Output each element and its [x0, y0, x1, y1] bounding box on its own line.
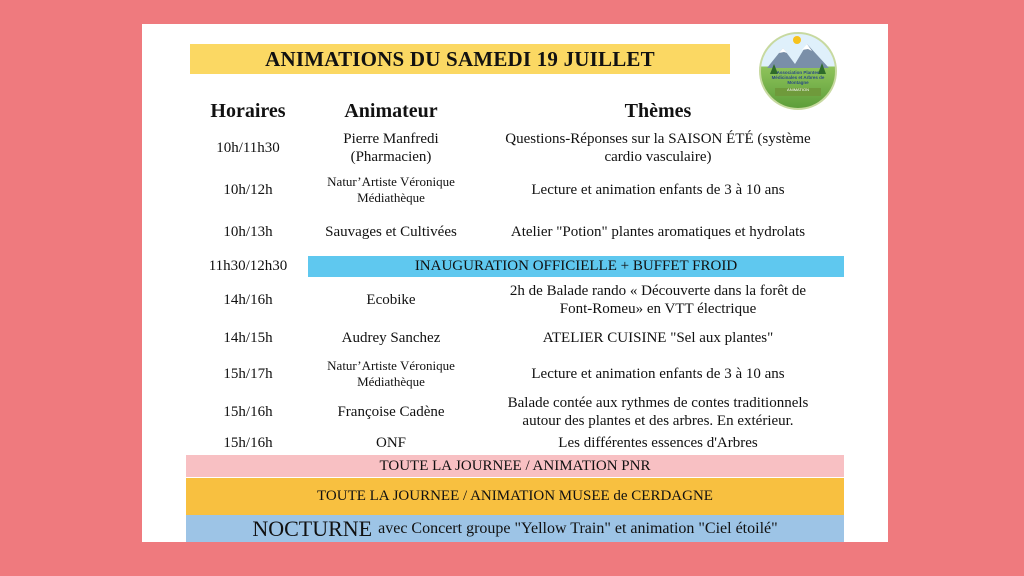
animator-cell: Pierre Manfredi (Pharmacien) — [343, 131, 439, 165]
time-cell: 15h/16h — [223, 403, 273, 420]
nocturne-text: avec Concert groupe "Yellow Train" et animation "Ciel étoilé" — [378, 519, 778, 537]
table-row — [142, 354, 888, 394]
table-header — [142, 100, 888, 128]
association-logo — [759, 32, 837, 110]
table-row — [142, 128, 888, 168]
theme-cell: ATELIER CUISINE "Sel aux plantes" — [542, 330, 774, 346]
table-row — [142, 280, 888, 320]
theme-cell: Lecture et animation enfants de 3 à 10 ans — [531, 182, 785, 198]
animator-cell: ONF — [375, 435, 406, 451]
time-cell: 10h/11h30 — [216, 139, 280, 156]
table-row — [142, 256, 888, 277]
time-cell: 11h30/12h30 — [208, 258, 288, 274]
time-cell: 14h/15h — [223, 329, 273, 346]
time-cell: 14h/16h — [223, 291, 273, 308]
theme-cell: Les différentes essences d'Arbres — [558, 435, 758, 451]
schedule-sheet — [142, 24, 888, 542]
nocturne-banner — [186, 515, 844, 542]
logo-caption: Association Plantes Médicinales et Arbres de Montagne — [771, 70, 825, 85]
nocturne-label: NOCTURNE — [252, 515, 373, 541]
all-day-musee-banner: TOUTE LA JOURNEE / ANIMATION MUSEE de CERDAGNE — [186, 478, 844, 515]
theme-cell: Lecture et animation enfants de 3 à 10 ans — [531, 366, 785, 382]
table-row — [142, 170, 888, 210]
table-row — [142, 326, 888, 350]
time-cell: 15h/17h — [223, 365, 273, 382]
animator-cell: Audrey Sanchez — [341, 330, 441, 346]
page-title: ANIMATIONS DU SAMEDI 19 JUILLET — [190, 44, 730, 74]
theme-cell: 2h de Balade rando « Découverte dans la forêt de Font-Romeu» en VTT électrique — [509, 283, 807, 317]
header-themes: Thèmes — [624, 100, 692, 122]
animator-cell: Ecobike — [366, 292, 416, 308]
animator-cell: Natur’Artiste Véronique Médiathèque — [327, 174, 455, 205]
animator-cell: Sauvages et Cultivées — [325, 224, 457, 240]
time-cell: 10h/13h — [223, 223, 273, 240]
header-time: Horaires — [210, 100, 286, 122]
theme-cell: Balade contée aux rythmes de contes traditionnels autour des plantes et des arbres. En extérieur. — [507, 395, 809, 429]
inauguration-banner: INAUGURATION OFFICIELLE + BUFFET FROID — [308, 256, 844, 277]
theme-cell: Questions-Réponses sur la SAISON ÉTÉ (système cardio vasculaire) — [505, 131, 811, 165]
all-day-pnr-banner: TOUTE LA JOURNEE / ANIMATION PNR — [186, 455, 844, 477]
animator-cell: Natur’Artiste Véronique Médiathèque — [327, 358, 455, 389]
table-row — [142, 216, 888, 248]
header-animator: Animateur — [344, 100, 438, 122]
logo-subcaption: ANIMATION — [775, 88, 821, 96]
time-cell: 15h/16h — [223, 434, 273, 451]
table-row — [142, 433, 888, 453]
theme-cell: Atelier "Potion" plantes aromatiques et hydrolats — [510, 224, 806, 240]
animator-cell: Françoise Cadène — [337, 404, 445, 420]
table-row — [142, 392, 888, 432]
time-cell: 10h/12h — [223, 181, 273, 198]
